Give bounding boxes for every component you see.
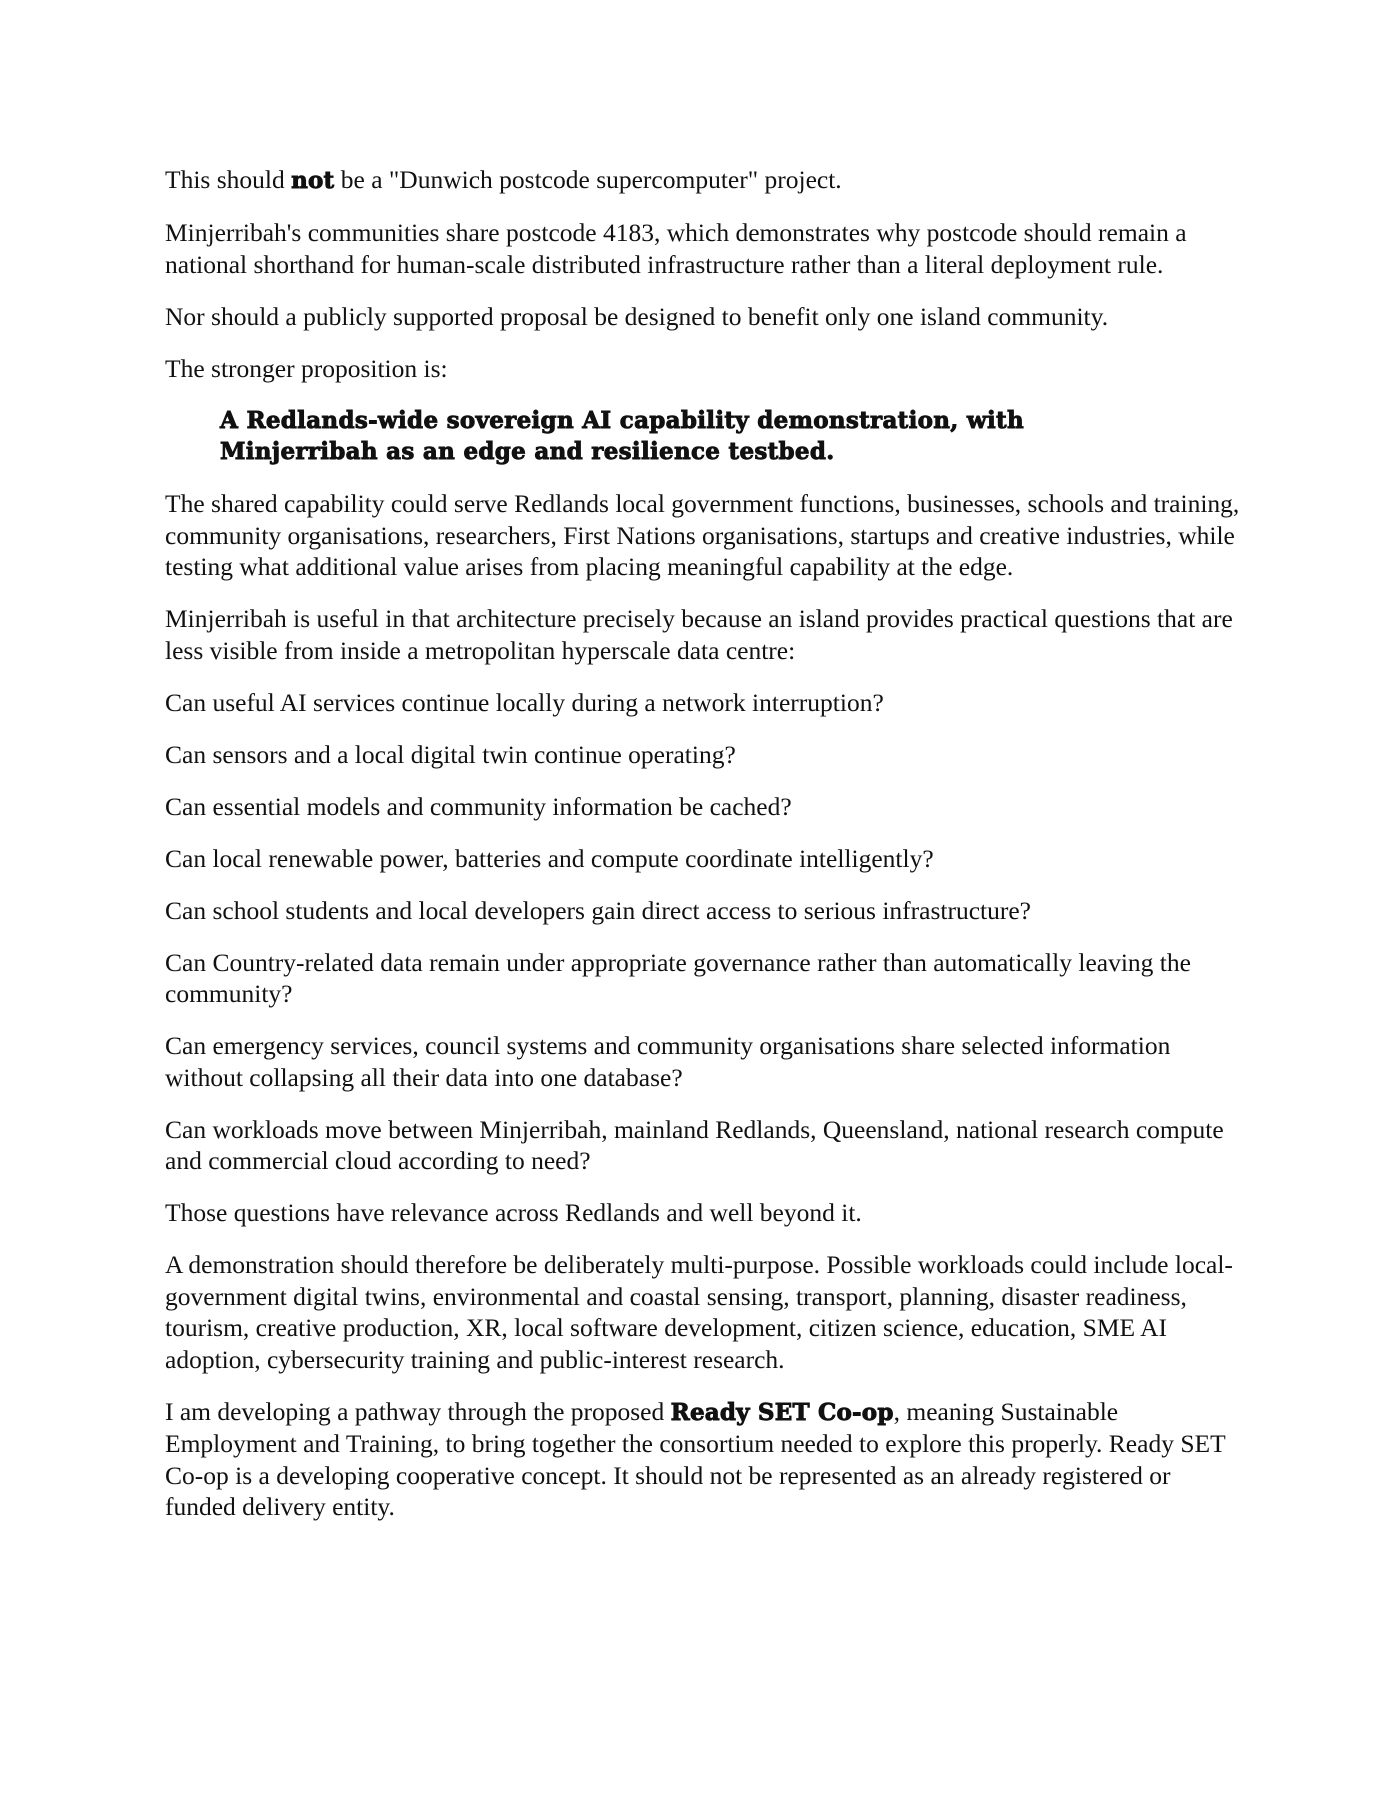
question-item: Can sensors and a local digital twin continue operating?: [165, 739, 736, 769]
paragraph-intro: [165, 164, 1245, 197]
paragraph-ready-set-coop: [165, 1396, 1245, 1523]
question-item: Can workloads move between Minjerribah, mainland Redlands, Queensland, national research compute and commercial cloud according to need?: [165, 1114, 1224, 1175]
emphasis-ready-set-coop: Ready SET Co-op: [670, 1398, 894, 1426]
emphasis-not: not: [291, 167, 335, 194]
question-item: Can essential models and community information be cached?: [165, 791, 792, 821]
paragraph-intro-text-end: be a "Dunwich postcode supercomputer" project.: [334, 165, 842, 194]
question-item: Can useful AI services continue locally during a network interruption?: [165, 687, 884, 717]
question-item: Can emergency services, council systems and community organisations share selected information without collapsing all their data into one database?: [165, 1031, 1171, 1092]
question-item: Can school students and local developers gain direct access to serious infrastructure?: [165, 895, 1032, 925]
paragraph-public-benefit: Nor should a publicly supported proposal be designed to benefit only one island community.: [165, 301, 1109, 331]
question-item: Can Country-related data remain under appropriate governance rather than automatically leaving the community?: [165, 947, 1191, 1008]
question-item: Can local renewable power, batteries and compute coordinate intelligently?: [165, 843, 934, 873]
paragraph-proposition-lead: The stronger proposition is:: [165, 353, 448, 383]
document-page: [165, 164, 1245, 1543]
paragraph-shared-capability: The shared capability could serve Redlands local government functions, businesses, schools and training, community organisations, researchers, First Nations organisations, startups and creative industries, while testing what additional value arises from placing meaningful capability at the edge.: [165, 489, 1240, 581]
paragraph-intro-text-start: This should: [165, 165, 292, 194]
paragraph-postcode: Minjerribah's communities share postcode 4183, which demonstrates why postcode should remain a national shorthand for human-scale distributed infrastructure rather than a literal deployment rule.: [165, 218, 1187, 279]
paragraph-relevance: Those questions have relevance across Redlands and well beyond it.: [165, 1198, 862, 1227]
paragraph-island-questions-lead: Minjerribah is useful in that architecture precisely because an island provides practical questions that are less visible from inside a metropolitan hyperscale data centre:: [165, 604, 1233, 665]
proposition-callout: A Redlands-wide sovereign AI capability demonstration, with Minjerribah as an edge and resilience testbed.: [220, 406, 1024, 465]
paragraph-workloads: A demonstration should therefore be deliberately multi-purpose. Possible workloads could include local-government digital twins, environmental and coastal sensing, transport, planning, disaster readiness, tourism, creative production, XR, local software development, citizen science, education, SME AI adoption, cybersecurity training and public-interest research.: [165, 1250, 1233, 1374]
paragraph-coop-text-start: I am developing a pathway through the proposed: [165, 1396, 671, 1426]
paragraph-coop-text-end: , meaning Sustainable Employment and Training, to bring together the consortium needed to explore this properly. Ready SET Co-op is a developing cooperative concept. It should not be represented as an already registered or funded delivery entity.: [165, 1396, 1226, 1521]
